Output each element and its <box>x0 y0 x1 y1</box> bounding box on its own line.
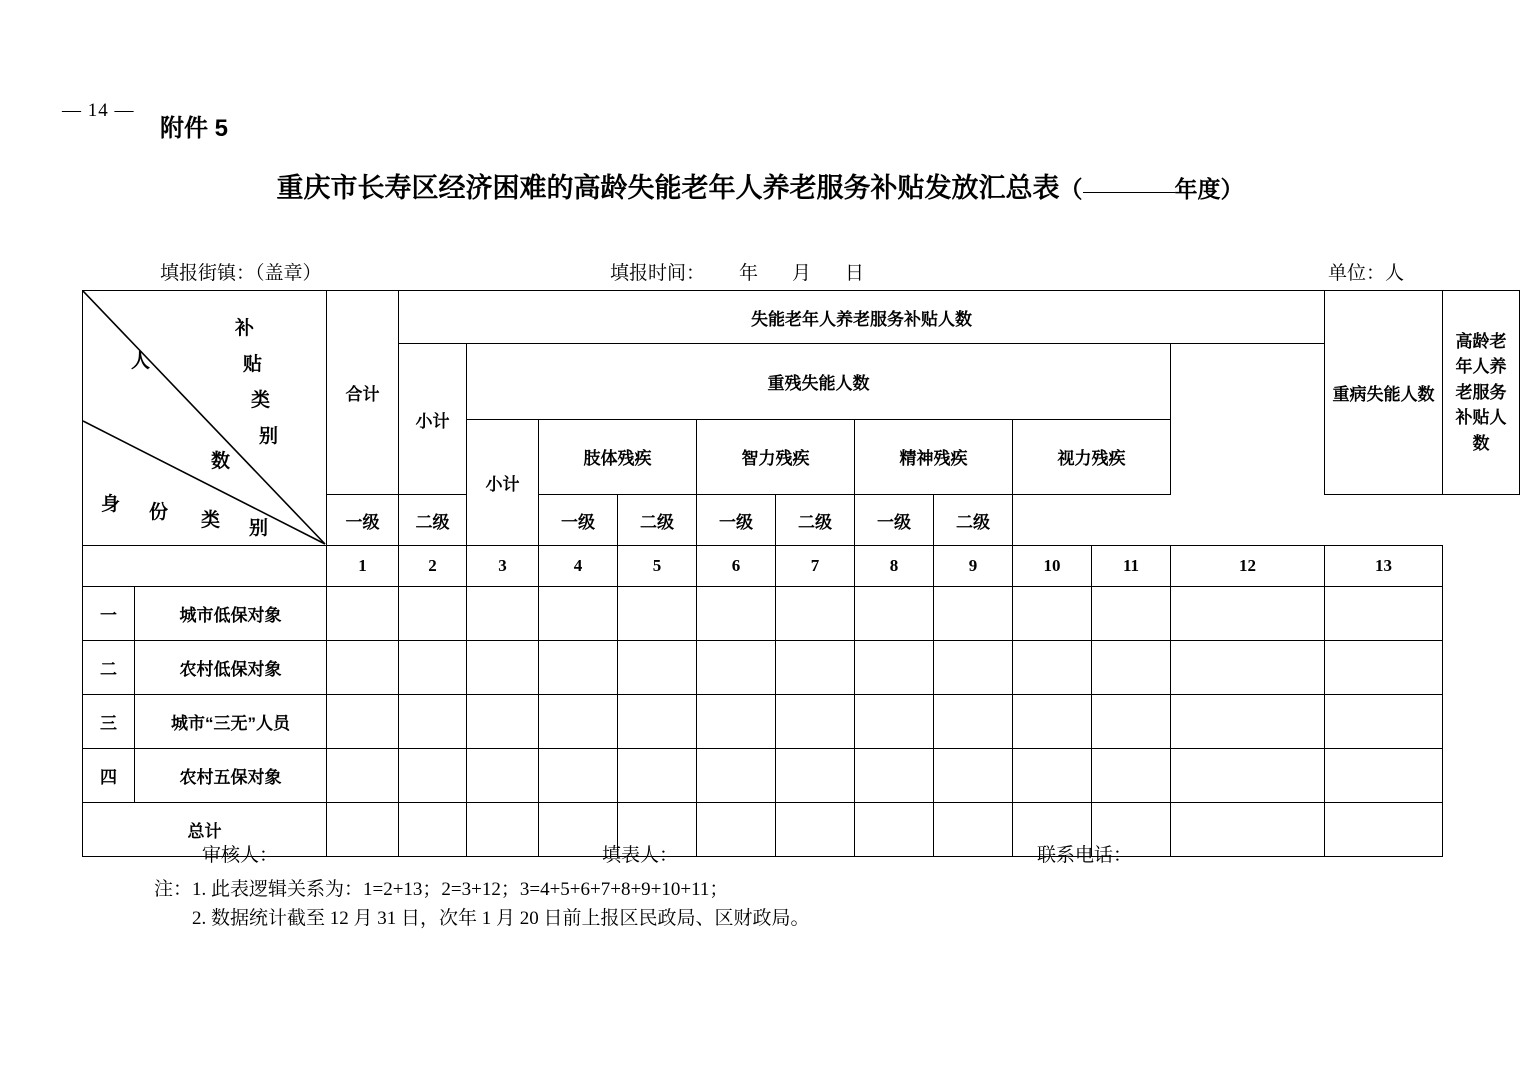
unit-field: 单位：人 <box>1327 263 1404 284</box>
header-mental: 精神残疾 <box>855 419 1013 495</box>
cell-12[interactable] <box>1171 641 1325 695</box>
cell-11[interactable] <box>1092 641 1171 695</box>
cell-5[interactable] <box>618 587 697 641</box>
street-town-field: 填报街镇：（盖章） <box>160 263 322 284</box>
corner-label-8: 份 <box>149 502 169 523</box>
attachment-label: 附件 5 <box>160 115 229 142</box>
cell-6[interactable] <box>697 641 776 695</box>
report-time-day: 日 <box>845 263 865 284</box>
header-disabled-group: 失能老年人养老服务补贴人数 <box>399 291 1325 344</box>
table-row <box>83 695 1520 749</box>
cell-13[interactable] <box>1325 641 1443 695</box>
cell-10[interactable] <box>1013 749 1092 803</box>
header-visual-level1: 一级 <box>855 495 934 546</box>
corner-label-9: 类 <box>201 510 221 531</box>
meta-row <box>82 258 1434 282</box>
title-year-label: 年度 <box>1174 177 1221 202</box>
corner-label-4: 别 <box>259 426 279 447</box>
header-severe-group: 重残失能人数 <box>467 344 1171 420</box>
cell-4[interactable] <box>539 641 618 695</box>
cell-9[interactable] <box>934 587 1013 641</box>
column-number-9: 9 <box>934 546 1013 587</box>
cell-4[interactable] <box>539 749 618 803</box>
cell-7[interactable] <box>776 641 855 695</box>
cell-11[interactable] <box>1092 749 1171 803</box>
cell-6[interactable] <box>697 749 776 803</box>
cell-3[interactable] <box>467 641 539 695</box>
cell-5[interactable] <box>618 695 697 749</box>
cell-8[interactable] <box>855 641 934 695</box>
cell-8[interactable] <box>855 749 934 803</box>
row-index: 四 <box>83 749 135 803</box>
row-index: 一 <box>83 587 135 641</box>
cell-11[interactable] <box>1092 587 1171 641</box>
cell-5[interactable] <box>618 641 697 695</box>
cell-11[interactable] <box>1092 695 1171 749</box>
note-line-2: 2. 数据统计截至 12 月 31 日，次年 1 月 20 日前上报区民政局、区财政局。 <box>192 908 810 930</box>
header-intellectual: 智力残疾 <box>697 419 855 495</box>
header-intellectual-level1: 一级 <box>539 495 618 546</box>
header-subtotal-2: 小计 <box>467 419 539 546</box>
cell-13[interactable] <box>1325 749 1443 803</box>
column-number-2: 2 <box>399 546 467 587</box>
header-limb-level1: 一级 <box>327 495 399 546</box>
table-row <box>83 749 1520 803</box>
row-label: 城市“三无”人员 <box>135 695 327 749</box>
row-index: 二 <box>83 641 135 695</box>
signature-row <box>82 840 1434 864</box>
report-time-label: 填报时间： <box>610 263 706 284</box>
corner-label-3: 类 <box>251 390 271 411</box>
column-number-13: 13 <box>1325 546 1443 587</box>
table-row <box>83 641 1520 695</box>
report-time-month: 月 <box>792 263 812 284</box>
table-corner-cell <box>83 291 327 546</box>
cell-1[interactable] <box>327 587 399 641</box>
cell-7[interactable] <box>776 749 855 803</box>
header-elderly-subsidy: 高龄老年人养老服务补贴人数 <box>1443 291 1520 495</box>
cell-7[interactable] <box>776 695 855 749</box>
corner-label-2: 贴 <box>243 354 263 375</box>
column-number-7: 7 <box>776 546 855 587</box>
cell-3[interactable] <box>467 695 539 749</box>
page-title-main: 重庆市长寿区经济困难的高龄失能老年人养老服务补贴发放汇总表 <box>276 173 1060 203</box>
cell-8[interactable] <box>855 587 934 641</box>
corner-label-7: 身 <box>101 494 121 515</box>
header-intellectual-level2: 二级 <box>618 495 697 546</box>
title-paren-close: ） <box>1220 177 1244 202</box>
column-number-11: 11 <box>1092 546 1171 587</box>
corner-label-6: 数 <box>211 451 231 472</box>
cell-6[interactable] <box>697 695 776 749</box>
header-total: 合计 <box>327 291 399 495</box>
column-number-1: 1 <box>327 546 399 587</box>
cell-7[interactable] <box>776 587 855 641</box>
cell-9[interactable] <box>934 695 1013 749</box>
header-mental-level1: 一级 <box>697 495 776 546</box>
column-number-8: 8 <box>855 546 934 587</box>
filler-label: 填表人： <box>602 845 679 866</box>
header-mental-level2: 二级 <box>776 495 855 546</box>
report-time-year: 年 <box>739 263 759 284</box>
cell-9[interactable] <box>934 641 1013 695</box>
cell-2[interactable] <box>399 695 467 749</box>
cell-2[interactable] <box>399 587 467 641</box>
header-limb-level2: 二级 <box>399 495 467 546</box>
notes-block <box>82 875 1434 934</box>
column-number-4: 4 <box>539 546 618 587</box>
row-label: 城市低保对象 <box>135 587 327 641</box>
cell-4[interactable] <box>539 587 618 641</box>
row-label-total: 总计 <box>83 803 327 857</box>
summary-table <box>82 290 1520 857</box>
table-row <box>83 587 1520 641</box>
column-number-3: 3 <box>467 546 539 587</box>
cell-12[interactable] <box>1171 587 1325 641</box>
row-label: 农村低保对象 <box>135 641 327 695</box>
cell-10[interactable] <box>1013 695 1092 749</box>
year-blank <box>1083 192 1175 193</box>
header-serious-illness: 重病失能人数 <box>1325 291 1443 495</box>
header-subtotal-1: 小计 <box>399 344 467 495</box>
cell-1[interactable] <box>327 749 399 803</box>
column-number-corner <box>83 546 327 587</box>
column-number-row <box>83 546 1520 587</box>
column-number-12: 12 <box>1171 546 1325 587</box>
cell-5[interactable] <box>618 749 697 803</box>
cell-1[interactable] <box>327 641 399 695</box>
auditor-label: 审核人： <box>202 845 279 866</box>
note-line-1: 注：1. 此表逻辑关系为：1=2+13；2=3+12；3=4+5+6+7+8+9+10+11； <box>154 879 729 900</box>
cell-3[interactable] <box>467 749 539 803</box>
column-number-6: 6 <box>697 546 776 587</box>
cell-2[interactable] <box>399 641 467 695</box>
column-number-10: 10 <box>1013 546 1092 587</box>
cell-3[interactable] <box>467 587 539 641</box>
cell-12[interactable] <box>1171 749 1325 803</box>
corner-label-5: 人 <box>131 351 151 372</box>
row-label: 农村五保对象 <box>135 749 327 803</box>
row-index: 三 <box>83 695 135 749</box>
cell-13[interactable] <box>1325 695 1443 749</box>
cell-10[interactable] <box>1013 641 1092 695</box>
cell-6[interactable] <box>697 587 776 641</box>
cell-4[interactable] <box>539 695 618 749</box>
corner-label-1: 补 <box>235 318 255 339</box>
report-time-field <box>610 258 864 285</box>
title-paren-open: （ <box>1059 177 1083 202</box>
column-number-5: 5 <box>618 546 697 587</box>
cell-2[interactable] <box>399 749 467 803</box>
cell-1[interactable] <box>327 695 399 749</box>
page-title <box>0 166 1520 205</box>
cell-13[interactable] <box>1325 587 1443 641</box>
corner-label-10: 别 <box>249 518 269 539</box>
phone-label: 联系电话： <box>1037 845 1133 866</box>
cell-9[interactable] <box>934 749 1013 803</box>
header-visual: 视力残疾 <box>1013 419 1171 495</box>
header-limb: 肢体残疾 <box>539 419 697 495</box>
cell-12[interactable] <box>1171 695 1325 749</box>
page-number: — 14 — <box>62 100 135 121</box>
cell-10[interactable] <box>1013 587 1092 641</box>
header-visual-level2: 二级 <box>934 495 1013 546</box>
cell-8[interactable] <box>855 695 934 749</box>
